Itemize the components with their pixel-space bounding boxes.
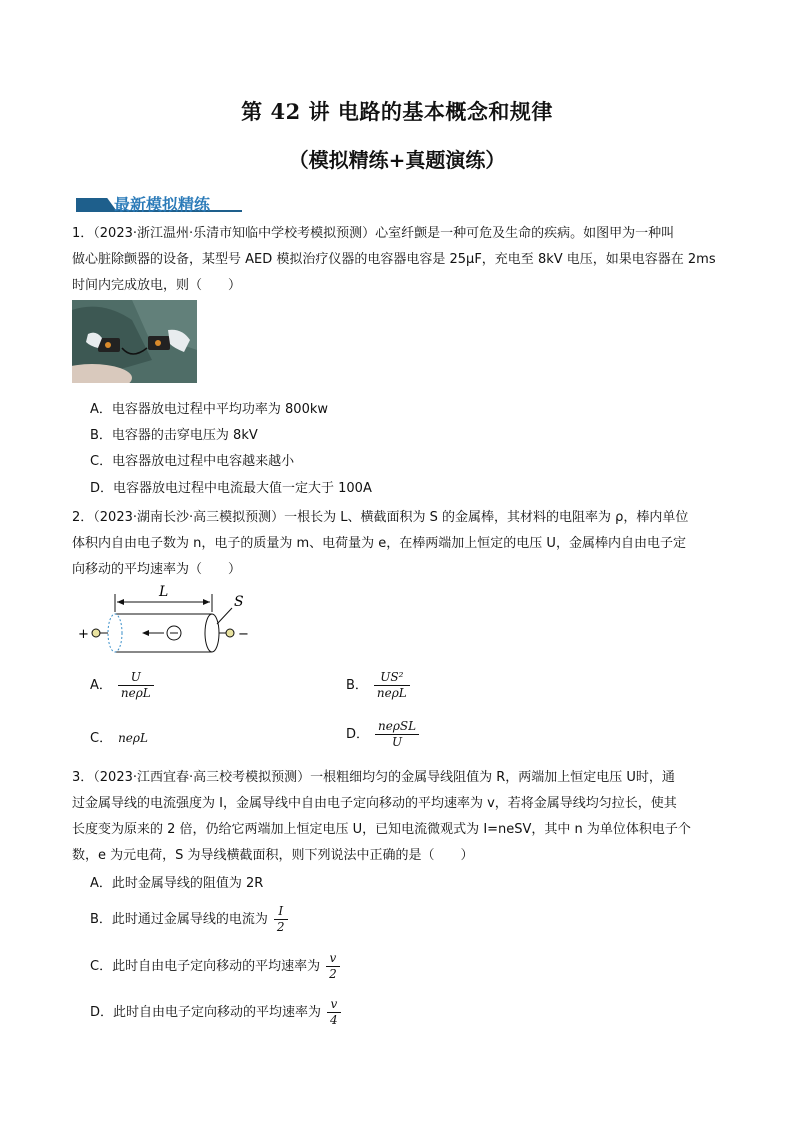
q2-option-d-fraction: $\frac{\text{neρSL}}{U}$ xyxy=(375,719,419,750)
q3-line-1: 3．（2023·江西宜春·高三校考模拟预测）一根粗细均匀的金属导线阻值为 R，两端加上恒定电压 U时，通 xyxy=(72,770,675,785)
label-l: L xyxy=(159,584,169,600)
q3-line-2: 过金属导线的电流强度为 I，金属导线中自由电子定向移动的平均速率为 v，若将金属导线均匀拉长，使其 xyxy=(72,796,677,811)
metal-rod-diagram xyxy=(74,582,264,660)
q3-option-d-fraction: $\frac{v}{4}$ xyxy=(327,997,341,1028)
q1-option-a: A．电容器放电过程中平均功率为 800kw xyxy=(90,402,328,417)
q2-option-c: C． neρL xyxy=(90,731,148,746)
q1-line-2: 做心脏除颤器的设备，某型号 AED 模拟治疗仪器的电容器电容是 25μF，充电至 8kV 电压，如果电容器在 2ms xyxy=(72,252,716,267)
q3-line-4: 数，e 为元电荷，S 为导线横截面积，则下列说法中正确的是（ ） xyxy=(72,848,474,863)
q1-option-c: C．电容器放电过程中电容越来越小 xyxy=(90,454,295,469)
defibrillator-photo-image xyxy=(72,300,197,383)
defibrillator-photo xyxy=(72,300,197,383)
q3-option-a: A．此时金属导线的阻值为 2R xyxy=(90,876,264,891)
q3-option-b: B．此时通过金属导线的电流为 $\frac{I}{2}$ xyxy=(90,904,288,935)
q1-line-1: 1．（2023·浙江温州·乐清市知临中学校考模拟预测）心室纤颤是一种可危及生命的疾病。如图甲为一种叫 xyxy=(72,226,675,241)
q2-line-1: 2．（2023·湖南长沙·高三模拟预测）一根长为 L、横截面积为 S 的金属棒，其材料的电阻率为 ρ，棒内单位 xyxy=(72,510,689,525)
q3-line-3: 长度变为原来的 2 倍，仍给它两端加上恒定电压 U，已知电流微观式为 I=neSV，其中 n 为单位体积电子个 xyxy=(72,822,691,837)
page-title: 第 42 讲 电路的基本概念和规律 xyxy=(241,99,553,124)
plus-terminal: + xyxy=(78,627,89,642)
minus-terminal: − xyxy=(238,627,249,642)
q2-line-2: 体积内自由电子数为 n，电子的质量为 m、电荷量为 e，在棒两端加上恒定的电压 U，金属棒内自由电子定 xyxy=(72,536,686,551)
q1-option-d: D．电容器放电过程中电流最大值一定大于 100A xyxy=(90,481,372,496)
page-subtitle: （模拟精练+真题演练） xyxy=(288,148,506,172)
q3-option-c-fraction: $\frac{v}{2}$ xyxy=(326,951,340,982)
q1-option-b: B．电容器的击穿电压为 8kV xyxy=(90,428,258,443)
q3-option-d: D．此时自由电子定向移动的平均速率为 $\frac{v}{4}$ xyxy=(90,997,341,1028)
q2-option-a-fraction: $\frac{U}{\text{neρL}}$ xyxy=(118,670,154,701)
q2-option-b: B． $\frac{\text{US²}}{\text{neρL}}$ xyxy=(346,670,410,701)
q2-option-b-fraction: $\frac{\text{US²}}{\text{neρL}}$ xyxy=(374,670,410,701)
q1-line-3: 时间内完成放电，则（ ） xyxy=(72,278,242,293)
q2-option-a: A． $\frac{U}{\text{neρL}}$ xyxy=(90,670,154,701)
q2-option-d: D． $\frac{\text{neρSL}}{U}$ xyxy=(346,719,419,750)
section-heading: 最新模拟精练 xyxy=(114,195,211,214)
q2-line-3: 向移动的平均速率为（ ） xyxy=(72,562,242,577)
q3-option-c: C．此时自由电子定向移动的平均速率为 $\frac{v}{2}$ xyxy=(90,951,340,982)
label-s: S xyxy=(234,594,244,610)
section-marker-icon xyxy=(76,198,116,210)
q3-option-b-fraction: $\frac{I}{2}$ xyxy=(274,904,288,935)
section-header xyxy=(76,192,676,216)
